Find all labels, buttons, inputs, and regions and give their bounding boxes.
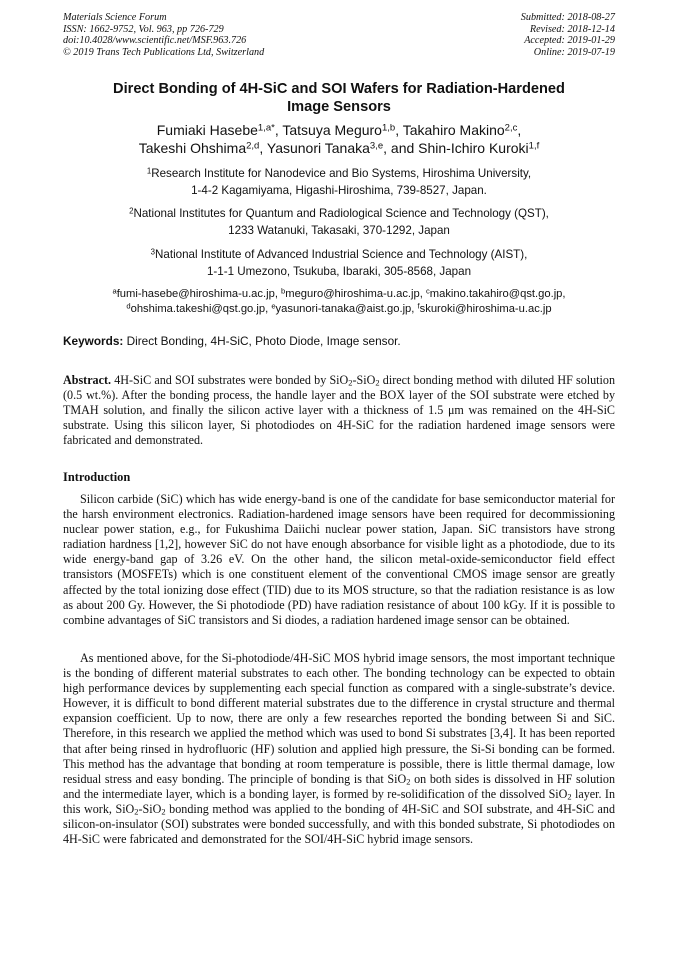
keywords bbox=[63, 334, 615, 349]
journal-name: Materials Science Forum bbox=[63, 12, 167, 23]
affiliation-2: $^2$National Institutes for Quantum and Radiological Science and Technology (QST), 1233 Watanuki, Takasaki, 370-1292, Japan bbox=[129, 206, 549, 237]
email-link[interactable]: makino.takahiro@qst.go.jp bbox=[429, 288, 563, 300]
author-name: Takahiro Makino bbox=[402, 122, 505, 138]
author-name: Shin-Ichiro Kuroki bbox=[418, 139, 529, 156]
title-line-2: Image Sensors bbox=[287, 98, 391, 115]
author-affiliation-mark: 2,d bbox=[246, 140, 260, 152]
author-affiliation-mark: 1,b bbox=[381, 122, 396, 134]
author-list bbox=[63, 122, 615, 157]
author-affiliation-mark: 2,c bbox=[504, 122, 518, 134]
author-emails bbox=[63, 287, 615, 317]
author-name: Takeshi Ohshima bbox=[138, 139, 247, 156]
email-link[interactable]: fumi-hasebe@hiroshima-u.ac.jp bbox=[116, 288, 275, 300]
publication-dates bbox=[521, 12, 615, 58]
abstract-label: Abstract. bbox=[63, 373, 112, 387]
email-link[interactable]: skuroki@hiroshima-u.ac.jp bbox=[419, 303, 552, 316]
email-line-1: $^a$fumi-hasebe@hiroshima-u.ac.jp, $^b$meguro@hiroshima-u.ac.jp, $^c$makino.takahiro@qst.go.jp, bbox=[112, 286, 566, 300]
author-affiliation-mark: 1,f bbox=[528, 140, 540, 152]
paper-title bbox=[63, 81, 615, 116]
email-link[interactable]: yasunori-tanaka@aist.go.jp bbox=[275, 303, 412, 316]
accepted-date: Accepted: 2019-01-29 bbox=[524, 35, 615, 47]
intro-paragraph-2: As mentioned above, for the Si-photodiode/4H-SiC MOS hybrid image sensors, the most important technique is the bonding of different material substrates to each other. The bonding technology can be expected to obtain high performance devices by supplementing each special function as compared with a single-substrate’s device. However, it is difficult to bond different material substrates due to the difference in crystal structure and thermal expansion coefficient. Up to now, there are only a few researches reported the bonding between Si and SiC. Therefore, in this research we applied the method which was used to bond Si substrates [3,4]. It has been reported that after being rinsed in hydrofluoric (HF) solution and applied high pressure, the Si-Si bonding can be formed. This method has the advantage that bonding at room temperature is possible, there is little thermal damage, low residual stress and easy bonding. The principle of bonding is that SiO$_2$ on both sides is dissolved in HF solution and the intermediate layer, which is a bonding layer, is formed by re-solidification of the dissolved SiO$_2$ layer. In this work, SiO$_2$-SiO$_2$ bonding method was applied to the bonding of 4H-SiC and SOI substrate, and 4H-SiC and silicon-on-insulator (SOI) substrates were bonded successfully, and with this bonded substrate, Si photodiodes on 4H-SiC were fabricated and demonstrated for the SOI/4H-SiC hybrid image sensors. bbox=[63, 651, 616, 847]
abstract: Abstract. 4H-SiC and SOI substrates were bonded by SiO$_2$-SiO$_2$ direct bonding method with diluted HF solution (0.5 wt.%). After the bonding process, the handle layer and the BOX layer of the SOI substrate were etched by TMAH solution, and finally the silicon active layer with a thickness of 1.5 μm was remained on the 4H-SiC substrate. Using this silicon layer, Si photodiodes on 4H-SiC for the radiation hardened image sensors were fabricated and demonstrated. bbox=[63, 373, 615, 448]
revised-date: Revised: 2018-12-14 bbox=[529, 23, 615, 35]
email-link[interactable]: ohshima.takeshi@qst.go.jp bbox=[130, 303, 266, 316]
author-line-2: Takeshi Ohshima$^{2,d}$, Yasunori Tanaka$^{3,e}$, and Shin-Ichiro Kuroki$^{1,f}$ bbox=[138, 139, 540, 156]
author-affiliation-mark: 1,a* bbox=[257, 122, 275, 134]
submitted-date: Submitted: 2018-08-27 bbox=[520, 12, 615, 23]
keywords-text: Direct Bonding, 4H-SiC, Photo Diode, Image sensor. bbox=[126, 334, 401, 348]
intro-paragraph-1: Silicon carbide (SiC) which has wide energy-band is one of the candidate for base semiconductor material for the harsh environment electronics. Radiation-hardened image sensors have been required for decommissioning nuclear power station, e.g., for Fukushima Daiichi nuclear power station, Japan. SiC transistors have strong radiation hardness [1,2], however SiC do not have enough absorbance for visible light as a photodiode, due to its wide energy-band gap of 3.26 eV. On the other hand, the silicon metal-oxide-semiconductor field effect transistors (MOSFETs) which is one constituent element of the conventional CMOS image sensor are greatly affected by the total ionizing dose effect (TID) due to its MOS structure, so that the radiation resistance is as low as about 200 Gy. However, the Si photodiode (PD) have radiation resistance of about 100 kGy. If it is possible to combine advantages of SiC transistors and Si diodes, a radiation hardened image sensor can be obtained. bbox=[63, 492, 615, 627]
email-link[interactable]: meguro@hiroshima-u.ac.jp bbox=[285, 288, 420, 300]
author-affiliation-mark: 3,e bbox=[369, 140, 384, 152]
author-name: Tatsuya Meguro bbox=[282, 122, 382, 138]
copyright-line: © 2019 Trans Tech Publications Ltd, Switzerland bbox=[63, 46, 265, 58]
section-heading-introduction: Introduction bbox=[63, 470, 131, 484]
title-line-1: Direct Bonding of 4H-SiC and SOI Wafers for Radiation-Hardened bbox=[113, 81, 565, 97]
email-line-2: $^d$ohshima.takeshi@qst.go.jp, $^e$yasunori-tanaka@aist.go.jp, $^f$skuroki@hiroshima-u.ac.jp bbox=[126, 301, 552, 316]
affiliation-3: $^3$National Institute of Advanced Industrial Science and Technology (AIST), 1-1-1 Umezono, Tsukuba, Ibaraki, 305-8568, Japan bbox=[150, 247, 528, 278]
online-date: Online: 2019-07-19 bbox=[533, 46, 615, 58]
author-name: Fumiaki Hasebe bbox=[156, 122, 258, 138]
doi-line[interactable]: doi:10.4028/www.scientific.net/MSF.963.726 bbox=[63, 35, 247, 47]
affiliation-1: $^1$Research Institute for Nanodevice and Bio Systems, Hiroshima University, 1-4-2 Kagamiyama, Higashi-Hiroshima, 739-8527, Japan. bbox=[146, 166, 532, 197]
keywords-label: Keywords: bbox=[63, 334, 124, 348]
author-line-1: Fumiaki Hasebe$^{1,a*}$, Tatsuya Meguro$^{1,b}$, Takahiro Makino$^{2,c}$, bbox=[156, 122, 522, 138]
journal-info bbox=[63, 12, 264, 58]
author-name: Yasunori Tanaka bbox=[266, 139, 370, 156]
issn-line: ISSN: 1662-9752, Vol. 963, pp 726-729 bbox=[63, 23, 224, 35]
